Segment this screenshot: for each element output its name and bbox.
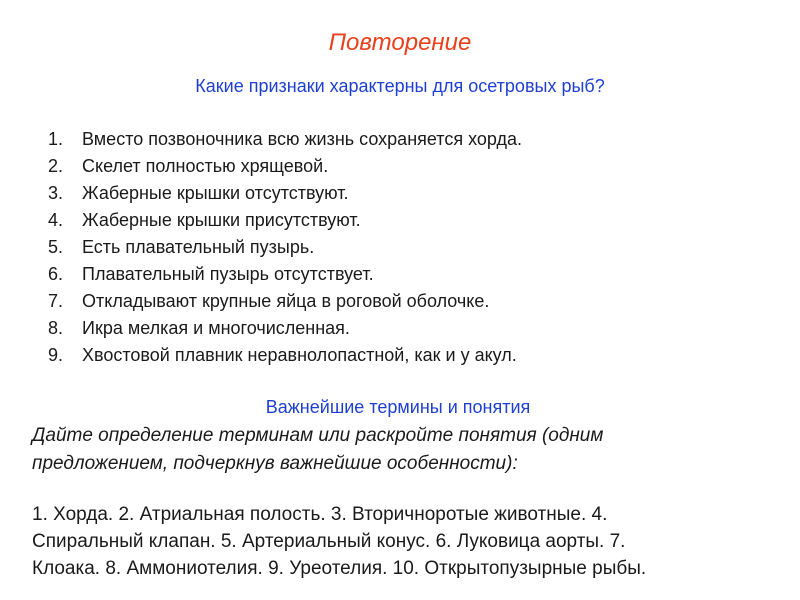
option-text: Хвостовой плавник неравнолопастной, как и у акул. <box>82 345 517 365</box>
option-text: Плавательный пузырь отсутствует. <box>82 264 374 284</box>
terms-line: 1. Хорда. 2. Атриальная полость. 3. Вторичноротые животные. 4. <box>32 504 608 525</box>
question-heading: Какие признаки характерны для осетровых рыб? <box>195 76 605 96</box>
option-number: 8. <box>48 318 64 338</box>
terms-line: Спиральный клапан. 5. Артериальный конус. 6. Луковица аорты. 7. <box>32 531 626 552</box>
answer-option <box>48 342 522 369</box>
option-number: 5. <box>48 237 64 257</box>
terms-list <box>32 501 782 582</box>
option-text: Икра мелкая и многочисленная. <box>82 318 350 338</box>
slide-title: Повторение <box>328 29 472 56</box>
answer-option <box>48 288 522 315</box>
option-text: Скелет полностью хрящевой. <box>82 156 329 176</box>
answer-option <box>48 261 522 288</box>
option-number: 1. <box>48 129 64 149</box>
option-number: 7. <box>48 291 64 311</box>
option-text: Откладывают крупные яйца в роговой оболочке. <box>82 291 490 311</box>
answer-options-list <box>48 126 522 369</box>
answer-option <box>48 207 522 234</box>
answer-option <box>48 234 522 261</box>
terms-heading: Важнейшие термины и понятия <box>265 397 531 417</box>
option-number: 9. <box>48 345 64 365</box>
option-number: 3. <box>48 183 64 203</box>
option-number: 6. <box>48 264 64 284</box>
option-text: Жаберные крышки присутствуют. <box>82 210 361 230</box>
answer-option <box>48 180 522 207</box>
answer-option <box>48 153 522 180</box>
answer-option <box>48 126 522 153</box>
option-number: 4. <box>48 210 64 230</box>
option-text: Вместо позвоночника всю жизнь сохраняется хорда. <box>82 129 523 149</box>
instruction-text <box>32 422 772 478</box>
option-text: Есть плавательный пузырь. <box>82 237 315 257</box>
answer-option <box>48 315 522 342</box>
option-text: Жаберные крышки отсутствуют. <box>82 183 349 203</box>
instruction-line: предложением, подчеркнув важнейшие особенности): <box>32 453 518 474</box>
terms-line: Клоака. 8. Аммониотелия. 9. Уреотелия. 10. Открытопузырные рыбы. <box>32 558 647 579</box>
instruction-line: Дайте определение терминам или раскройте понятия (одним <box>32 425 604 446</box>
option-number: 2. <box>48 156 64 176</box>
